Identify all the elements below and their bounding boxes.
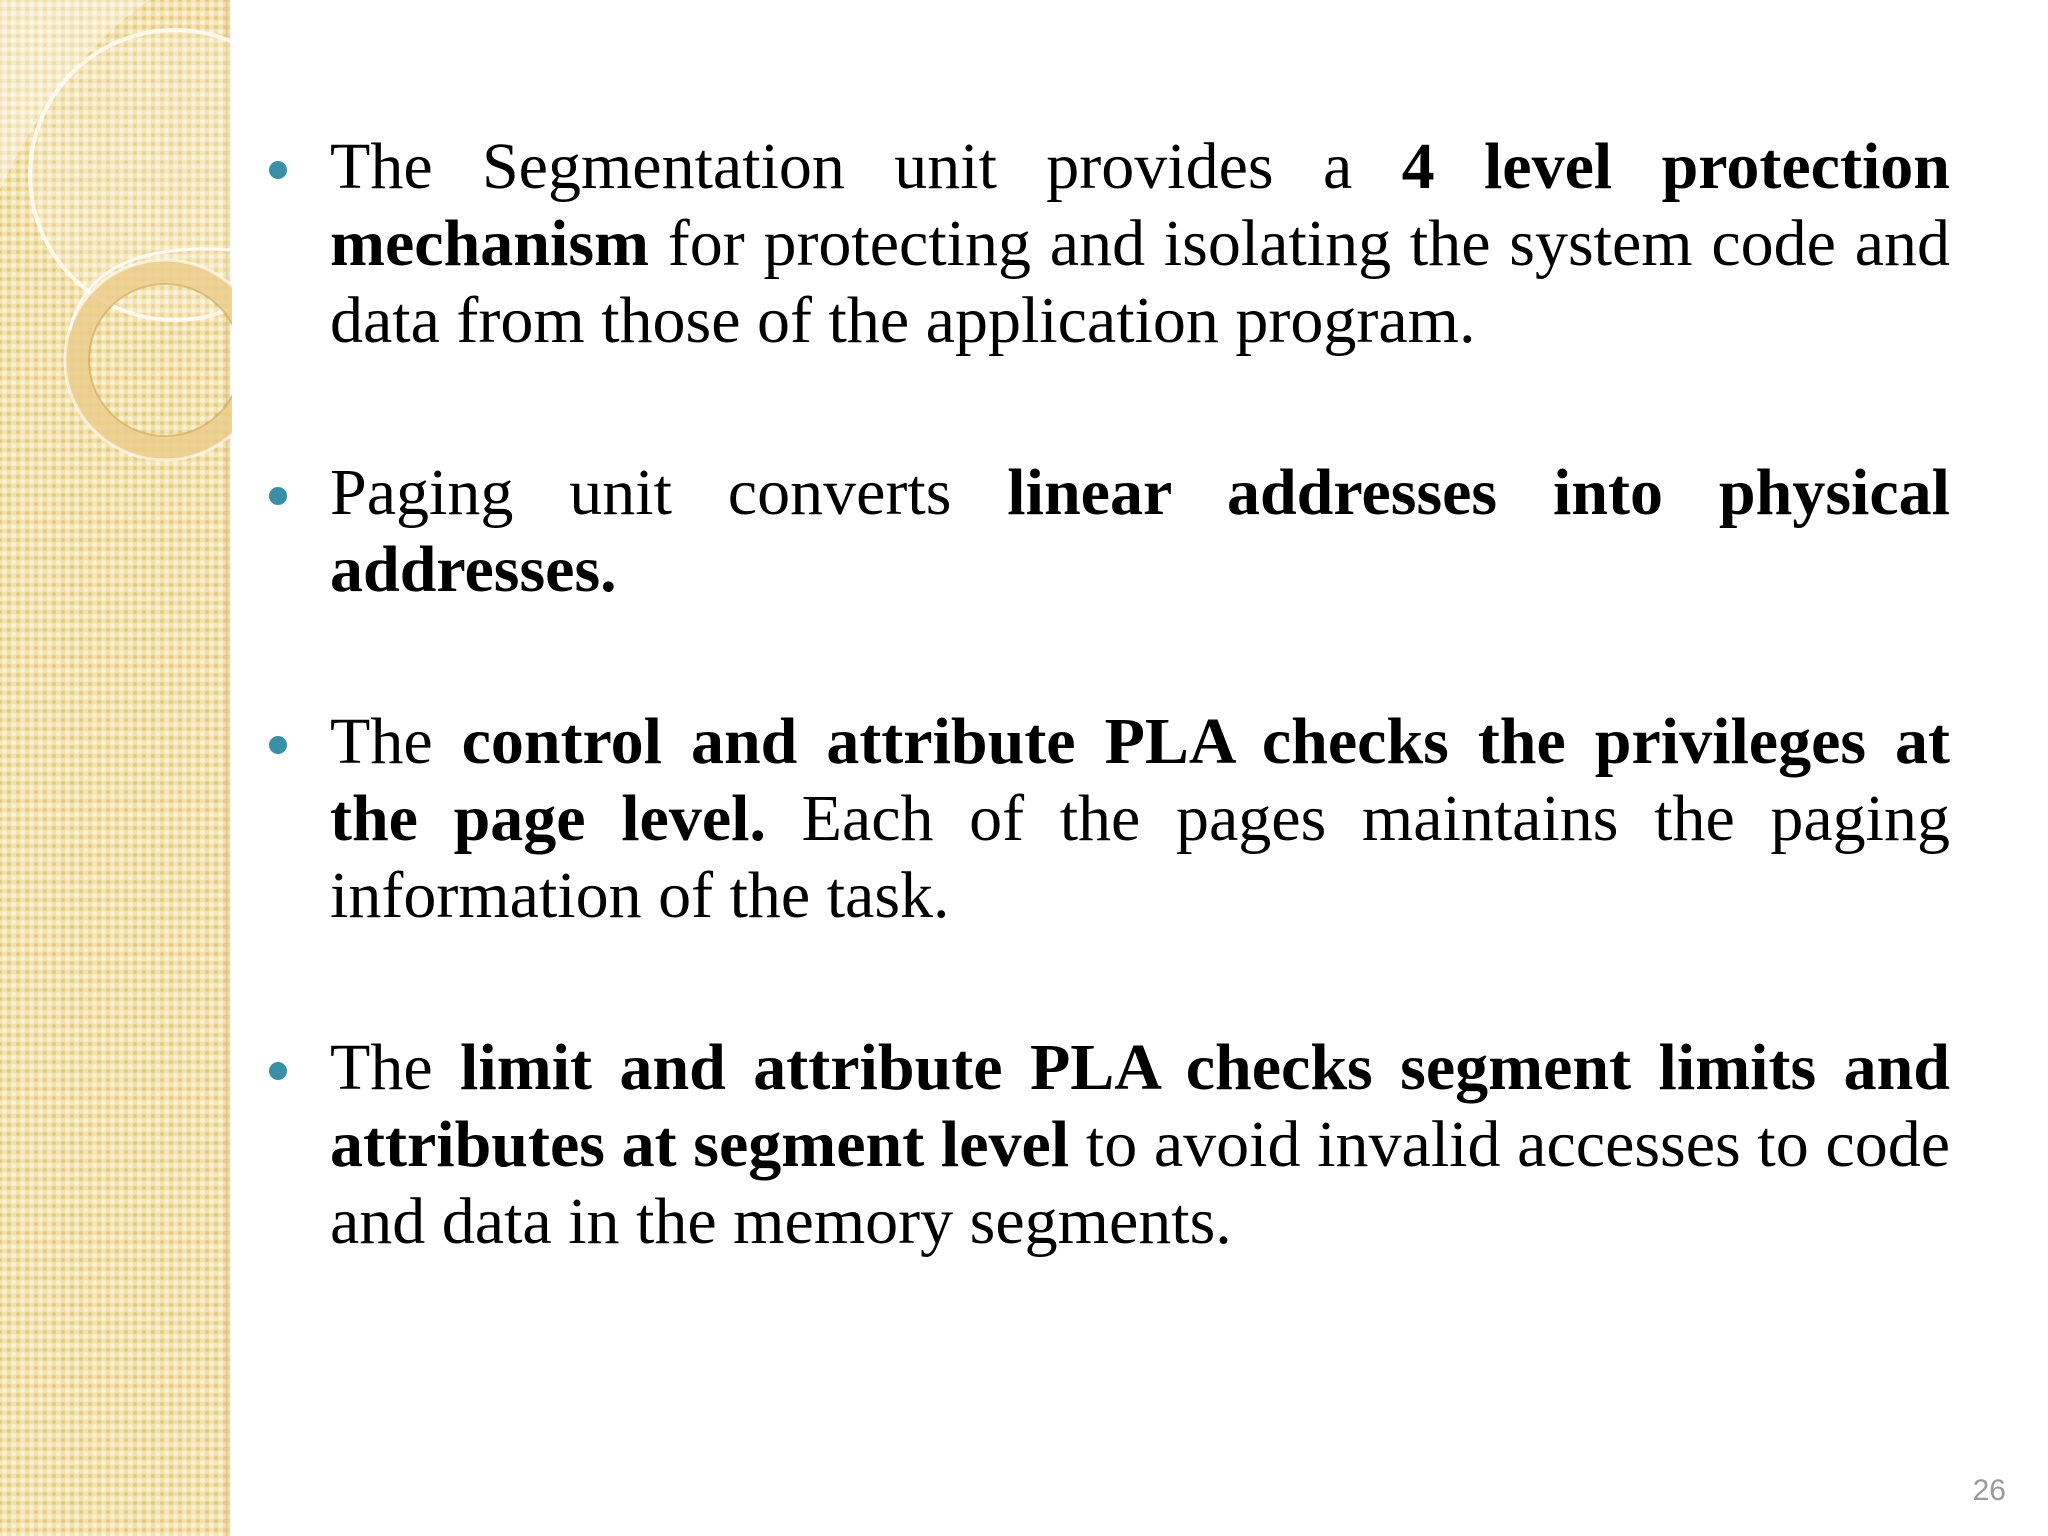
page-number: 26 [1972,1474,2006,1507]
bullet-dot-icon [269,161,287,179]
bullet-item-limit-pla [250,1029,1950,1260]
bullet-dot-icon [269,487,287,505]
bullet-dot-icon [269,1062,287,1080]
bullet-item-control-pla [250,703,1950,934]
bullet-text: The control and attribute PLA checks the privileges at the page level. Each of the pages maintains the paging information of the task. [330,705,1950,932]
bullet-item-segmentation [250,128,1950,359]
bullet-text: Paging unit converts linear addresses into physical addresses. [330,456,1950,606]
bullet-item-paging [250,454,1950,608]
bullet-list [250,128,1950,1355]
decorative-rings-icon [0,0,232,520]
bullet-text: The Segmentation unit provides a 4 level protection mechanism for protecting and isolating the system code and data from those of the application program. [330,130,1950,357]
bullet-text: The limit and attribute PLA checks segment limits and attributes at segment level to avoid invalid accesses to code and data in the memory segments. [330,1031,1951,1258]
bullet-dot-icon [269,736,287,754]
